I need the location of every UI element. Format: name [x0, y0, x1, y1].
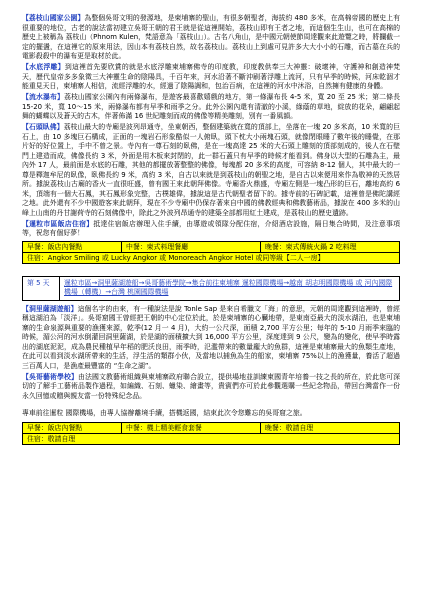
- section-tag: 【暹粒市區飯店住宿】: [22, 219, 94, 228]
- section-tag: 【水底浮雕】: [22, 63, 65, 71]
- breakfast-cell: 早餐：飯店內餐點: [23, 422, 122, 433]
- meals-table-day4: [22, 241, 400, 264]
- dinner-cell: 晚餐：敬請自理: [261, 422, 400, 433]
- section-text: 荔枝山國家公園內有兩條瀑布，是遊客最喜歡嬉戲的地方，第一條瀑布長 4-5 米，寬 20 至 25 米；第二條長 15-20 米，寬 10～15 米，兩條瀑布都有早季和雨季之分。此外公園內還有清澈的小溪，綠蔭的草地，綻放的花朵，翩翩起舞的蝴蝶以及蒼天的古木，伴著佈滿 16 世紀雕刻而成的佛像等精美雕刻，別有一番風韻。: [22, 93, 400, 120]
- section-text: 抵達住宿飯店辦理入住手續，由導遊或領隊分配住宿，介紹酒店設施，隔日集合時間，及注意事項等，祝您有個好夢！: [22, 219, 401, 237]
- meals-row: [23, 422, 400, 433]
- section-hotel-note: [22, 220, 400, 239]
- section-liushui: [22, 93, 400, 122]
- hotel-row: [23, 433, 400, 444]
- section-lizhi: [22, 14, 400, 62]
- lunch-cell: 中餐：柬式料理餐廳: [122, 241, 261, 252]
- section-text: 由法國文教藝術組織與柬埔寨政府聯合設立，提供場地並訓練柬國青年培養一技之長的所在，於此您可深切的了解手工藝術品製作過程，如編織、石刻、蠟染、繪畫等，貴賓們亦可於此參觀選購一些紀念物品，帶回台灣當作一份永久回憶或贈與親友當一份特殊紀念品。: [22, 372, 401, 400]
- section-tag: 【荔枝山國家公園】: [22, 14, 85, 22]
- hotel-cell: 住宿：Angkor Smiling 或 Lucky Angkor 或 Monoreach Angkor Hotel 或同等級【二人一房】: [23, 252, 400, 263]
- section-shiwo: [22, 123, 400, 218]
- lunch-cell: 中餐：機上精美輕食套餐: [122, 422, 261, 433]
- day-route: [60, 276, 400, 300]
- section-text: 荔枝山最大的寺廟是波列昂通寺，坐東朝西，整個建築就在寬的頂部上，坐落在一塊 20 多米高，10 米寬的巨石上，由 10 多塊巨石構成，正面的一塊岩石形象酷似一人俯臥，頭下枕大小兩塊石頭，就像閉眼睡了數年後的睡覺，在那片好的好位置上，手中不曾之景。寺內有一尊石刻的臥佛，是在一塊高達 25 米的大石頭上雕刻的頂部刻成的，後人在石壁門上建造而成，佛像長約 3 米，外面是用木板來封閉的，此一群石蓋只有早季的時候才能看到。佛身以大型的石雕為主，最內外 17 人，最前面是水底的石雕，其他的都擺放著整整的佛像，每塊都 20 多米的高度，可容納 8-12 個人，其中最大的一尊是釋迦牟尼的臥像，臥佛長約 9 米，高約 3 米，自古以來就是到荔枝山的朝聖之地，是自古以來便用來作為敬神的天然居所。據說荔枝山古廟的香火一直很旺盛，曾有國王來此朝拜佛像。寺廟香火鼎盛，寺廟左側是一塊凸形的巨石，離地高約 6 米，頂端有一個大石鳳，其石鳳形象完整，古樸雄偉，據說這是古代朝聖者留下的。據寺前的石碑記載，這裡曾是佛陀講經之地。此外還有不少中國遊客來此朝拜，現在不少寺廟中仍保存著來自中國的佛教經典和佛教藝術品，據說在 400 多米的山峰上山南的丹甘謝荷寺的石刻佛像中，除此之外波列昂通寺的建築全部都用紅土建成，是荔枝山的歷史遺跡。: [22, 123, 400, 217]
- day-label: 第 5 天: [23, 276, 60, 300]
- section-art-school: [22, 373, 400, 402]
- hotel-row: [23, 252, 400, 263]
- section-tag: 【流水瀑布】: [22, 93, 64, 101]
- section-tonle: [22, 305, 400, 372]
- closing-text: 專車前往暹粒 國際機場，由專人協辦離境手續，搭機返國，結束此次令您難忘的吳哥窟之旅。: [22, 409, 307, 417]
- meals-row: [23, 241, 400, 252]
- hotel-cell: 住宿：敬請自理: [23, 433, 400, 444]
- section-text: 為整個吳哥文明的發源地，是柬埔寨的聖山，有很多朝聖者，海拔約 480 多米，在高棉帝國的歷史上有很重要的地位，古老的說法當初建立吳哥王朝的君王就是從這裡開始，荔枝山即有王者之地，而這個生生山，也可在高棉的歷史上被稱為 荔枝山（Phnom Kulen，梵語意為「荔枝山」）。古名八角山，是中國元朝使節周達觀來此遊覽之時，將攔截一定的擺盪，在這裡它的原來用法，因山本有荔枝自然，故名荔枝山。荔枝山上到處可見許多大大小小的石雕，而古墓在兵的電影殺殺中的瀑布更是取材於此。: [22, 14, 401, 60]
- section-tag: 【石頭臥佛】: [22, 123, 64, 131]
- section-tag: 【洞里薩湖遊船】: [22, 304, 78, 313]
- dinner-cell: 晚餐：柬式傳統火鍋 2 吃料理: [261, 241, 400, 252]
- section-tag: 【吳哥藝術學校】: [22, 372, 79, 381]
- section-text: 這個名字的由來，有一種說法是說 Tonle Sap 是來自希臘文「海」的意思，元朝的周達觀到這裡時，曾經稱這湖泊為「淡洋」。吳哥窟國王曾經把王朝的中心定位於此，於是柬埔寨的心臟地帶，是東南亞最大的淡水湖泊，也是柬埔寨的生命泉源與重要的漁獲來源，乾季(12 月一 4 月)，大約一公尺深，面積 2,700 平方公里；每年的 5-10 月雨季來臨的時候，湄公河的河水倒灌回洞里薩湖，於是湖的面積擴大到 16,000 平方公里，深度達到 9 公尺，變為的變化，使早季時露出的湖底泥泥，成為農民種植早年稻的肥沃良田，雨季時，氾濫帶來的數量龐大的魚群，這裡是柬埔寨最大的魚類生產地，在此可以看到淡水湖所帶來的生活，浮生活的類群小伙，及當地以捕魚為生的船家，柬埔寨 75%以上的漁獲量，養活了超過三百萬人口，是漁產最豐富的 “生命之湖”。: [22, 304, 401, 370]
- route-text: 暹粒市區→洞里薩湖遊船→吳哥藝術學院→集合前往柬埔寨 暹粒國際機場→越南 胡志明國際機場 或 河內國際機場（轉機）→台灣 桃園國際機場: [64, 278, 393, 296]
- section-shuiduo: [22, 63, 400, 92]
- day5-header: [22, 276, 400, 301]
- meals-table-day5: [22, 422, 400, 445]
- breakfast-cell: 早餐：飯店內餐點: [23, 241, 122, 252]
- section-text: 到這裡首先要欣賞的就是水底浮雕柬埔寨佛寺的印度教，印度教供奉三大神靈：破壞神，守護神和創造神梵天，歷代皇帝多多象徵三大神靈生命的陰陽具，千百年來，河水沿著不斷沖刷著浮雕上流河，只有早季的時候，河床乾涸才能重見天日，柬埔寨人相信，流經浮雕的水，經過了陰陽調和，包治百病，在這裡的河水中沐浴，自然擁有健康的身體。: [22, 63, 401, 90]
- itinerary-page: [22, 14, 400, 445]
